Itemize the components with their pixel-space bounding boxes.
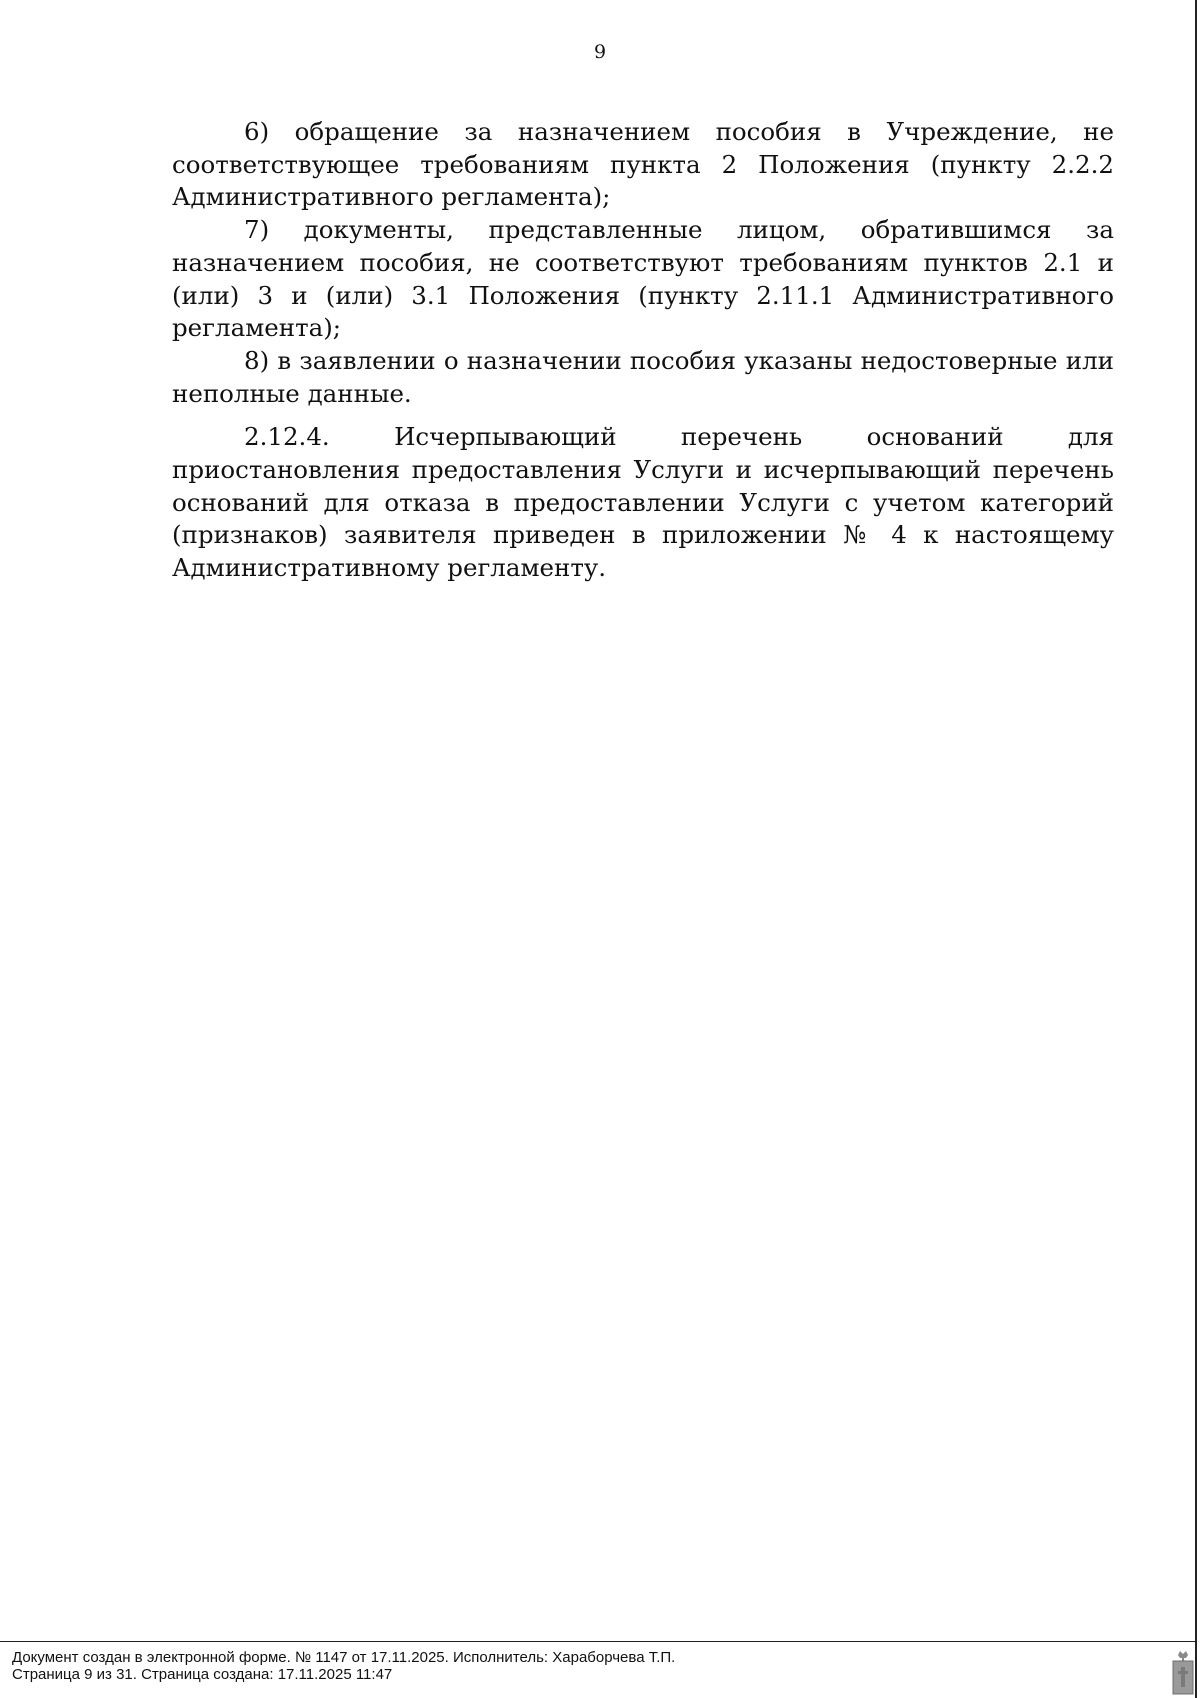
coat-of-arms-icon <box>1172 1649 1194 1695</box>
page-number: 9 <box>593 41 607 63</box>
list-item-8: 8) в заявлении о назначении пособия указаны недостоверные или неполные данные. <box>172 345 1114 408</box>
list-item-6: 6) обращение за назначением пособия в Учреждение, не соответствующее требованиям пункта 2 Положения (пункту 2.2.2 Административного регламента); <box>172 117 1114 212</box>
footer-line-page-info: Страница 9 из 31. Страница создана: 17.11.2025 11:47 <box>12 1666 393 1683</box>
clause-2-12-4: 2.12.4. Исчерпывающий перечень оснований для приостановления предоставления Услуги и исчерпывающий перечень оснований для отказа в предоставлении Услуги с учетом категорий (признаков) заявителя приведен в приложении № 4 к настоящему Административному регламенту. <box>172 422 1114 583</box>
list-item-7: 7) документы, представленные лицом, обратившимся за назначением пособия, не соответствуют требованиям пунктов 2.1 и (или) 3 и (или) 3.1 Положения (пункту 2.11.1 Административного регламента); <box>172 215 1114 343</box>
document-body <box>172 116 1114 585</box>
document-footer <box>0 1641 1197 1683</box>
footer-text <box>12 1649 675 1683</box>
footer-line-document-info: Документ создан в электронной форме. № 1147 от 17.11.2025. Исполнитель: Хараборчева Т.П. <box>12 1649 676 1666</box>
